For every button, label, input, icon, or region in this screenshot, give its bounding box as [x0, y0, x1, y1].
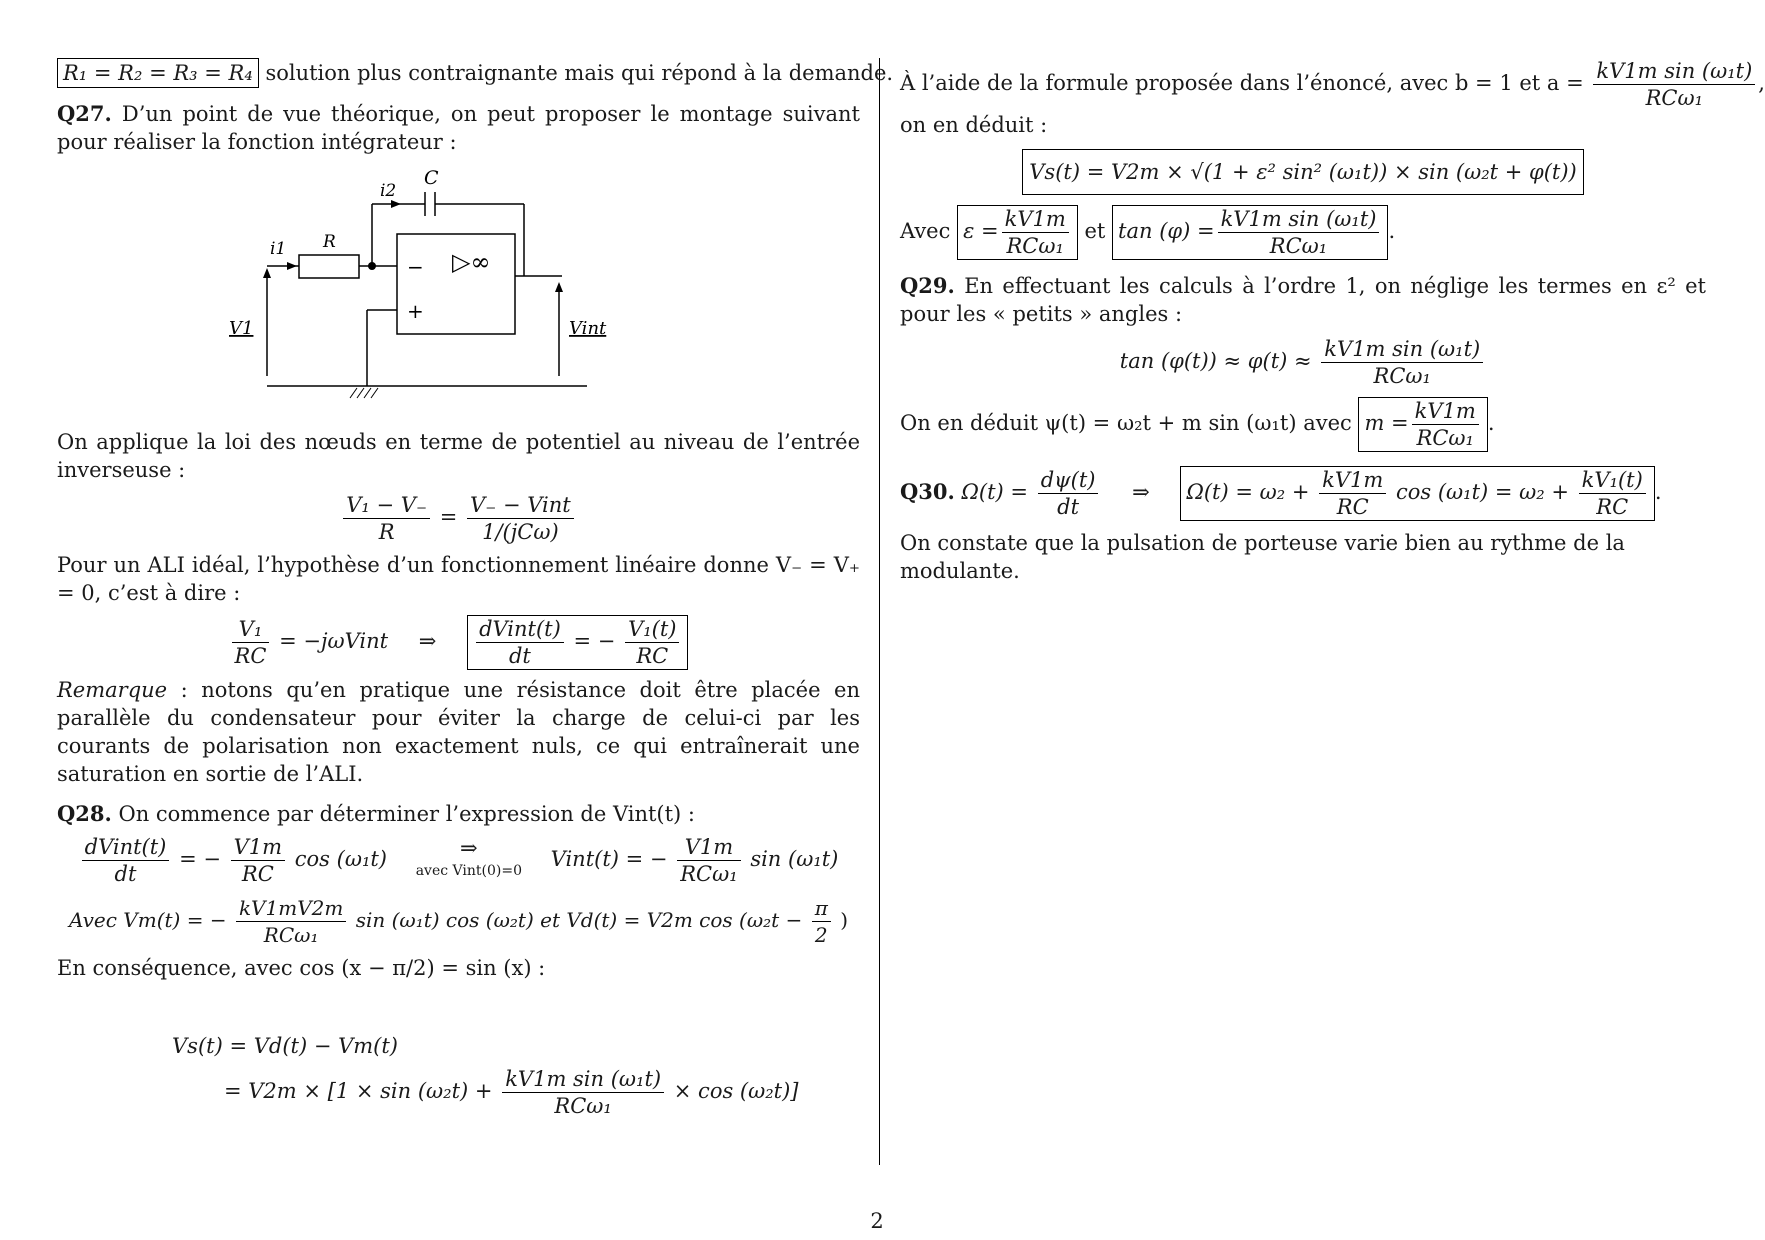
psi-line: On en déduit ψ(t) = ω₂t + m sin (ω₁t) avec m = $\frac{kV1m}{\text{RCω₁}}$ .: [900, 399, 1495, 450]
conclusion-paragraph: On constate que la pulsation de porteuse varie bien au rythme de la modulante.: [900, 531, 1625, 583]
vs-result-box: Vs(t) = V2m × √(1 + ε² sin² (ω₁t)) × sin (ω₂t + φ(t)): [1022, 149, 1584, 195]
remark-paragraph: Remarque : notons qu’en pratique une résistance doit être placée en parallèle du condensateur pour éviter la charge de celui-ci par les courants de polarisation non exactement nuls, ce qui entraînerait une saturation en sortie de l’ALI.: [57, 678, 860, 786]
left-column: [57, 58, 894, 1119]
integrator-circuit: [229, 164, 667, 414]
q27-label: Q27.: [57, 101, 112, 126]
capacitor-label: C: [424, 167, 439, 189]
right-column: [900, 58, 1765, 585]
omega-box: Ω(t) = ω₂ + $\frac{kV1m}{RC}$ cos (ω₁t) = ω₂ + $\frac{\text{kV₁(t)}}{RC}$: [1180, 466, 1654, 521]
vm-vd-equation: Avec Vm(t) = − $\frac{kV1mV2m}{\text{RCω₁}}$ sin (ω₁t) cos (ω₂t) et Vd(t) = V2m cos (ω₂t − $\frac{\pi}{2}$ ): [68, 896, 849, 947]
column-divider: [879, 58, 880, 1165]
page-number: 2: [870, 1209, 884, 1233]
q27-text: D’un point de vue théorique, on peut proposer le montage suivant pour réaliser la fonction intégrateur :: [57, 102, 860, 154]
m-box: m = $\frac{kV1m}{\text{RCω₁}}$: [1358, 397, 1487, 452]
current-i1-label: i1: [270, 239, 287, 259]
r-equality-text: solution plus contraignante mais qui répond à la demande.: [258, 61, 894, 85]
resistor-label: R: [323, 232, 336, 252]
noninverting-input-sign: +: [407, 299, 424, 323]
eq1-fraction-left: $\frac{\text{V₁ − V₋}}{R}$: [343, 492, 430, 545]
current-i2-label: i2: [380, 181, 397, 201]
input-voltage-label: V1: [229, 318, 254, 339]
q30-line: Q30. Ω(t) = $\frac{d\psi(t)}{dt}$ ⇒ Ω(t) = ω₂ + $\frac{kV1m}{RC}$ cos (ω₁t) = ω₂ + $\frac{\text{kV₁(t)}}{RC}$ .: [900, 468, 1662, 519]
epsilon-phi-line: Avec ε = $\frac{kV1m}{\text{RCω₁}}$ et tan (φ) = $\frac{\text{kV1m sin (ω₁t)}}{\text{RCω₁}}$ .: [900, 207, 1396, 258]
integrator-result-box: $\frac{\text{dVint(t)}}{dt}$ = − $\frac{\text{V₁(t)}}{RC}$: [467, 615, 688, 670]
vint-equation: $\frac{\text{dVint(t)}}{dt}$ = − $\frac{V1m}{RC}$ cos (ω₁t) ⇒ avec Vint(0)=0 Vint(t) = − $\frac{V1m}{\text{RCω₁}}$ sin (ω₁t): [57, 834, 860, 887]
opamp-symbol: ▷∞: [452, 248, 491, 276]
consequence-paragraph: En conséquence, avec cos (x − π/2) = sin (x) :: [57, 956, 546, 980]
ideal-opamp-paragraph: Pour un ALI idéal, l’hypothèse d’un fonctionnement linéaire donne V₋ = V₊ = 0, c’est à dire :: [57, 553, 860, 605]
node-law-equation: $\frac{\text{V₁ − V₋}}{R}$ = $\frac{\text{V₋ − Vint}}{\text{1/(jCω)}}$: [57, 492, 860, 545]
phi-approximation: tan (φ(t)) ≈ φ(t) ≈ $\frac{\text{kV1m sin (ω₁t)}}{\text{RCω₁}}$: [900, 336, 1706, 389]
inverting-input-sign: −: [407, 255, 424, 279]
node-law-paragraph: On applique la loi des nœuds en terme de potentiel au niveau de l’entrée inverseuse :: [57, 430, 860, 482]
q28-paragraph: Q28. On commence par déterminer l’expression de Vint(t) :: [57, 801, 695, 826]
vs-equation: Vs(t) = Vd(t) − Vm(t) = V2m × [1 × sin (ω₂t) + $\frac{\text{kV1m sin (ω₁t)}}{\text{RCω₁}}$ × cos (ω₂t)]: [172, 1034, 799, 1118]
r-equality-line: [57, 58, 894, 88]
epsilon-box: ε = $\frac{kV1m}{\text{RCω₁}}$: [957, 205, 1078, 260]
integrator-equation: $\frac{\text{V₁}}{RC}$ = −jωVint ⇒ $\frac{\text{dVint(t)}}{dt}$ = − $\frac{\text{V₁(t)}}{RC}$: [57, 615, 860, 670]
formula-paragraph: À l’aide de la formule proposée dans l’énoncé, avec b = 1 et a = $\frac{\text{kV1m sin (ω₁t)}}{\text{RCω₁}}$ ,: [900, 59, 1765, 110]
output-voltage-label: Vint: [569, 318, 607, 339]
eq1-fraction-right: $\frac{\text{V₋ − Vint}}{\text{1/(jCω)}}$: [467, 492, 574, 545]
q29-paragraph: Q29. En effectuant les calculs à l’ordre 1, on néglige les termes en ε² et pour les « petits » angles :: [900, 273, 1706, 326]
r-equality-box: R₁ = R₂ = R₃ = R₄: [57, 58, 259, 88]
q27-paragraph: [57, 100, 860, 156]
phi-box: tan (φ) = $\frac{\text{kV1m sin (ω₁t)}}{\text{RCω₁}}$: [1112, 205, 1388, 260]
deduction-line: on en déduit :: [900, 113, 1048, 137]
vs-result: [900, 149, 1706, 195]
